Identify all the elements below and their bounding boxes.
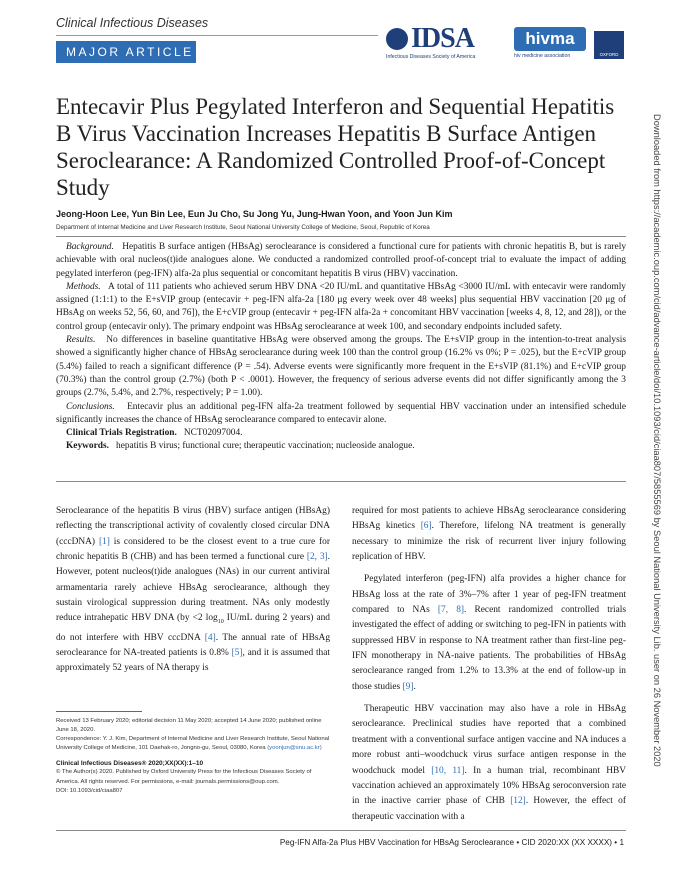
idsa-logo — [386, 23, 508, 63]
intro-paragraph-1: Seroclearance of the hepatitis B virus (HBV) surface antigen (HBsAg) reflecting the transcriptional activity of covalently closed circular DNA (cccDNA) [1] is considered to be the closest event to a true cure for chronic hepatitis B (CHB) and has been termed a functional cure [2, 3]. However, potent nucleos(t)ide analogues (NAs) in our current antiviral armamentaria rarely achieve HBsAg seroclearance, although they sustain virological suppression during treatment. NAs only modestly reduce intrahepatic HBV DNA (by <2 $\log_{10} IU/mL$ during 2 years) and do not interfere with HBV cccDNA [4]. The annual rate of HBsAg seroclearance for NA-treated patients is 0.8% [5], and it is assumed that approximately 52 years of NA therapy is — [56, 506, 331, 674]
header-rule — [56, 35, 378, 36]
footnotes — [56, 717, 330, 796]
article-title: Entecavir Plus Pegylated Interferon and Sequential Hepatitis B Virus Vaccination Increases Hepatitis B Surface Antigen Seroclearance: A Randomized Controlled Proof-of-Concept Study — [56, 94, 615, 200]
journal-name: Clinical Infectious Diseases — [56, 16, 209, 30]
author-list: Jeong-Hoon Lee, Yun Bin Lee, Eun Ju Cho, Su Jong Yu, Jung-Hwan Yoon, and Yoon Jun Kim — [56, 209, 453, 219]
footer-rule — [56, 830, 626, 831]
correspondence: Correspondence: Y. J. Kim, Department of Internal Medicine and Liver Research Institute, Seoul National University College of Medicine, 101 Daehak-ro, Jongno-gu, Seoul, 03080, Korea (yoonjun@snu.ac.kr) — [56, 736, 330, 752]
oxford-logo: OXFORD — [594, 31, 624, 59]
abstract-conclusions: Conclusions. Entecavir plus an additional peg-IFN alfa-2a treatment followed by sequential HBV vaccination under an intensified schedule significantly increases the chance of HBsAg seroclearance compared to entecavir alone. — [56, 401, 626, 425]
hivma-wordmark: hivma — [514, 27, 586, 51]
abstract-registration: Clinical Trials Registration. NCT02097004. — [66, 428, 243, 439]
idsa-wordmark: IDSA — [411, 23, 474, 54]
abstract-bottom-rule — [56, 481, 626, 482]
abstract-methods: Methods. A total of 111 patients who achieved serum HBV DNA <20 IU/mL and quantitative HBsAg <3000 IU/mL with entecavir were randomly assigned (1:1:1) to the E+sVIP group (entecavir + peg-IFN alfa-2a [180 μg every week over 48 weeks] plus sequential HBV vaccination [20 μg of HBsAg on weeks 52, 56, 60, and 76]), the E+cVIP group (entecavir + peg-IFN alfa-2a + concomitant HBV vaccination [weeks 4, 8, 12, and 28]), or the control group (entecavir only). The primary endpoint was HBsAg seroclearance at week 100, and secondary endpoints included safety. — [56, 281, 626, 332]
idsa-subtitle: Infectious Diseases Society of America — [386, 54, 476, 60]
hivma-subtitle: hiv medicine association — [514, 53, 571, 59]
affiliation: Department of Internal Medicine and Liver Research Institute, Seoul National University College of Medicine, Seoul, Republic of Korea — [56, 224, 430, 231]
footnote-rule — [56, 711, 142, 712]
download-notice: Downloaded from https://academic.oup.com/cid/advance-article/doi/10.1093/cid/ciaa807/5855569 by Seoul National University Lib. user on 26 November 2020 — [652, 114, 662, 767]
citation-link[interactable]: [1] — [98, 536, 110, 547]
copyright: © The Author(s) 2020. Published by Oxford University Press for the Infectious Diseases Society of America. All rights reserved. For permissions, e-mail: journals.permissions@oup.com. — [56, 769, 312, 785]
intro-paragraph-2: Pegylated interferon (peg-IFN) alfa provides a higher chance for HBsAg loss at the rate of 3%–7% after 1 year of peg-IFN treatment compared to NAs [7, 8]. Recent randomized controlled trials investigated the effect of adding or switching to peg-IFN in patients with suppressed HBV in response to NA treatment rather than first-line peg-IFN monotherapy in NA-naive patients. The probabilities of HBsAg seroclearance ranged from 1.2% to 13.3% at the end of follow-up in those studies [9]. — [352, 574, 626, 692]
citation-link[interactable]: [9] — [402, 681, 414, 692]
abstract-background: Background. Hepatitis B surface antigen (HBsAg) seroclearance is considered a functional cure for patients with chronic hepatitis B, but is rarely achievable with oral nucleos(t)ide analogues alone. We conducted a randomized controlled proof-of-concept trial to evaluate the impact of adding pegylated interferon (peg-IFN) alfa-2a plus sequential or concomitant hepatitis B virus (HBV) vaccination. — [56, 242, 627, 279]
citation-link[interactable]: [2, 3] — [306, 552, 328, 563]
download-sidebar — [651, 114, 663, 770]
citation-line: Clinical Infectious Diseases® 2020;XX(XX):1–10 — [56, 760, 204, 768]
running-footer: Peg-IFN Alfa-2a Plus HBV Vaccination for HBsAg Seroclearance • CID 2020:XX (XX XXXX) • 1 — [279, 838, 624, 847]
citation-link[interactable]: [6] — [420, 521, 432, 532]
citation-link[interactable]: [10, 11] — [431, 765, 465, 776]
abstract-results: Results. No differences in baseline quantitative HBsAg were observed among the groups. The E+sVIP group in the intention-to-treat analysis showed a significantly higher chance of HBsAg seroclearance during week 100 than the control group (16.2% vs 0%; P = .025), but the E+cVIP group (5.4%) failed to reach a significant difference (P = .54). Adverse events were significantly more frequent in the E+sVIP (81.1%) and E+cVIP group (70.3%) than the control group (2.7%) (both P < .0001). However, the frequency of serious adverse events did not differ significantly among the 3 groups (2.7%, 5.4%, and 2.7%, respectively; P = 1.00). — [56, 335, 626, 399]
abstract — [56, 241, 626, 454]
body-right-column — [352, 504, 626, 825]
doi[interactable]: DOI: 10.1093/cid/ciaa807 — [56, 787, 123, 794]
intro-paragraph-3: Therapeutic HBV vaccination may also have a role in HBsAg seroclearance. Preclinical studies have reported that a combined treatment with a conventional surface antigen vaccine and NA induces a more robust anti–woodchuck virus surface antigen response in the woodchuck model [10, 11]. In a human trial, recombinant HBV vaccination achieved an approximately 10% HBsAg seroconversion rate in the inactive carrier phase of CHB [12]. However, the effect of therapeutic vaccination with a — [352, 704, 627, 822]
intro-paragraph-1-cont: required for most patients to achieve HBsAg seroclearance considering HBsAg kinetics [6]. Therefore, lifelong NA treatment is generally necessary to minimize the risk of recurrent liver injury following replication of HBV. — [352, 506, 626, 563]
email-link[interactable]: (yoonjun@snu.ac.kr) — [267, 745, 322, 752]
body-left-column — [56, 504, 330, 677]
idsa-seal-icon — [386, 28, 408, 50]
citation-link[interactable]: [4] — [204, 632, 216, 643]
hivma-logo — [514, 27, 586, 61]
citation-link[interactable]: [5] — [231, 647, 243, 658]
article-type-badge: MAJOR ARTICLE — [56, 41, 196, 63]
citation-link[interactable]: [12] — [510, 796, 526, 807]
abstract-top-rule — [56, 236, 626, 237]
received-dates: Received 13 February 2020; editorial decision 11 May 2020; accepted 14 June 2020; published online June 18, 2020. — [56, 718, 322, 734]
citation-link[interactable]: [7, 8] — [437, 605, 465, 616]
abstract-keywords: Keywords. hepatitis B virus; functional cure; therapeutic vaccination; nucleoside analogue. — [66, 441, 415, 452]
